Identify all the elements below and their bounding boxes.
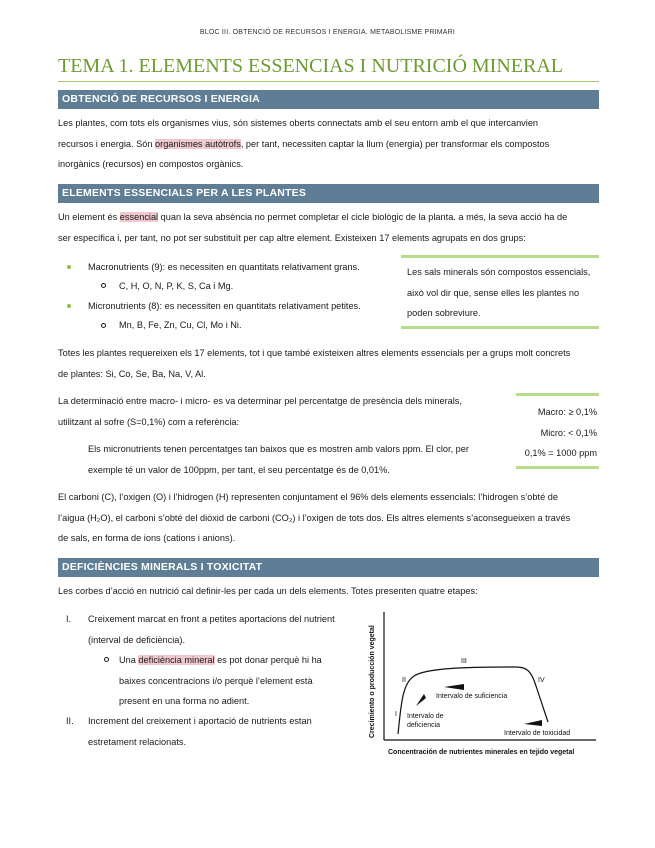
deficiency-label-line1: Intervalo de <box>407 713 444 720</box>
section-heading-essential-elements: ELEMENTS ESSENCIALS PER A LES PLANTES <box>58 184 599 203</box>
callout-mineral-salts: Les sals minerals són compostos essencials, això vol dir que, sense elles les plantes no poden sobreviure. <box>401 255 599 329</box>
paragraph-line: Les plantes, com tots els organismes vius, són sistemes oberts connectats amb el seu entorn amb el que intercanvien <box>58 118 539 128</box>
deficiency-arrow <box>416 694 426 706</box>
nutrient-response-figure <box>366 606 601 766</box>
paragraph-macro-micro <box>58 391 510 432</box>
highlight-essential: essencial <box>119 212 159 222</box>
page-title: TEMA 1. ELEMENTS ESSENCIAS I NUTRICIÓ MINERAL <box>58 55 563 77</box>
sub-bullet-circle <box>101 283 106 288</box>
deficiency-label-line2: deficiencia <box>407 722 441 729</box>
paragraph-line: inorgànics (recursos) en compostos orgànics. <box>58 159 244 169</box>
stage-iii-marker: III <box>461 658 467 665</box>
section-heading-deficiencies: DEFICIÈNCIES MINERALS I TOXICITAT <box>58 558 599 577</box>
paragraph-line: El carboni (C), l’oxigen (O) i l’hidrogen (H) representen conjuntament el 96% dels elements essencials: l’hidrogen s’obté de <box>58 492 558 502</box>
paragraph-line: exemple té un valor de 100ppm, per tant, el seu percentatge és de 0,01%. <box>88 464 390 475</box>
paragraph-line: estretament relacionats. <box>88 736 187 747</box>
paragraph-line: utilitzant al sofre (S=0,1%) com a referència: <box>58 416 240 427</box>
paragraph-line: baixes concentracions i/o perquè l’element està <box>119 675 313 686</box>
paragraph-line: La determinació entre macro- i micro- es va determinar pel percentatge de presència dels minerals, <box>58 396 462 406</box>
callout-thresholds: Macro: ≥ 0,1% Micro: < 0,1% 0,1% = 1000 ppm <box>516 393 599 469</box>
toxicity-arrow <box>524 720 542 726</box>
title-divider <box>58 81 599 82</box>
stage-i-marker: I <box>395 711 397 718</box>
sub-bullet-circle <box>104 657 109 662</box>
sufficiency-arrow <box>444 684 464 690</box>
paragraph-line: (interval de deficiència). <box>88 634 186 645</box>
highlight-autotrophs: organismes autòtrofs <box>155 138 241 149</box>
toxicity-label: Intervalo de toxicidad <box>504 730 571 737</box>
sub-bullet-circle <box>101 323 106 328</box>
paragraph-line: l’aigua (H₂O), el carboni s’obté del diòxid de carboni (CO₂) i l’oxigen de tots dos. Els altres elements s’aconsegueixen a través <box>58 512 571 523</box>
list-number-i: I. <box>66 614 72 624</box>
paragraph-chon <box>58 487 599 549</box>
list-item-stage-i <box>88 609 358 650</box>
stage-iv-marker: IV <box>538 677 545 684</box>
paragraph-line: Increment del creixement i aportació de nutrients estan <box>88 716 312 726</box>
y-axis-label: Crecimiento o producción vegetal <box>369 625 376 738</box>
paragraph-line: Els micronutrients tenen percentatges tan baixos que es mostren amb valors ppm. El clor, per <box>88 444 469 454</box>
paragraph-17-elements <box>58 343 599 384</box>
paragraph-line: recursos i energia. Són organismes autòtrofs, per tant, necessiten captar la llum (energia) per transformar els compostos <box>58 138 550 149</box>
bullet-dot <box>67 304 71 308</box>
list-item-stage-ii <box>88 711 358 752</box>
list-number-ii: II. <box>66 716 74 726</box>
paragraph-line: Un element és essencial quan la seva absència no permet completar el cicle biològic de la planta. a més, la seva acció ha de <box>58 212 568 222</box>
paragraph-resources <box>58 113 599 175</box>
bullet-dot <box>67 265 71 269</box>
bullet-macronutrients: Macronutrients (9): es necessiten en quantitats relativament grans. <box>88 262 360 272</box>
bullet-micronutrients: Micronutrients (8): es necessiten en quantitats relativament petites. <box>88 301 361 311</box>
stage-ii-marker: II <box>402 677 406 684</box>
x-axis-label: Concentración de nutrientes minerales en tejido vegetal <box>388 749 575 756</box>
page-header: BLOC III. OBTENCIÓ DE RECURSOS I ENERGIA. METABOLISME PRIMARI <box>199 29 456 36</box>
paragraph-line: de sals, en forma de ions (cations i anions). <box>58 533 236 543</box>
highlight-mineral-deficiency: deficiència mineral <box>138 655 215 665</box>
section-heading-resources: OBTENCIÓ DE RECURSOS I ENERGIA <box>58 90 599 109</box>
paragraph-line: Totes les plantes requereixen els 17 elements, tot i que també existeixen altres elements essencials per a grups molt concrets <box>58 348 571 358</box>
paragraph-line: ser específica i, per tant, no pot ser substituït per cap altre element. Existeixen 17 elements agrupats en dos grups: <box>58 232 526 243</box>
paragraph-action-curves: Les corbes d’acció en nutrició cal definir-les per cada un dels elements. Totes presenten quatre etapes: <box>58 586 478 596</box>
paragraph-line: Una deficiència mineral es pot donar perquè hi ha <box>119 655 322 665</box>
paragraph-essential-definition <box>58 207 599 248</box>
paragraph-ppm <box>88 439 510 480</box>
paragraph-line: Creixement marcat en front a petites aportacions del nutrient <box>88 614 335 624</box>
paragraph-line: de plantes: Si, Co, Se, Ba, Na, V, Al. <box>58 368 206 379</box>
micronutrients-list: Mn, B, Fe, Zn, Cu, Cl, Mo i Ni. <box>119 320 242 330</box>
macronutrients-list: C, H, O, N, P, K, S, Ca i Mg. <box>119 281 234 291</box>
paragraph-line: present en una forma no adient. <box>119 696 250 706</box>
list-subitem-deficiency <box>119 650 358 712</box>
sufficiency-label: Intervalo de suficiencia <box>436 693 508 700</box>
